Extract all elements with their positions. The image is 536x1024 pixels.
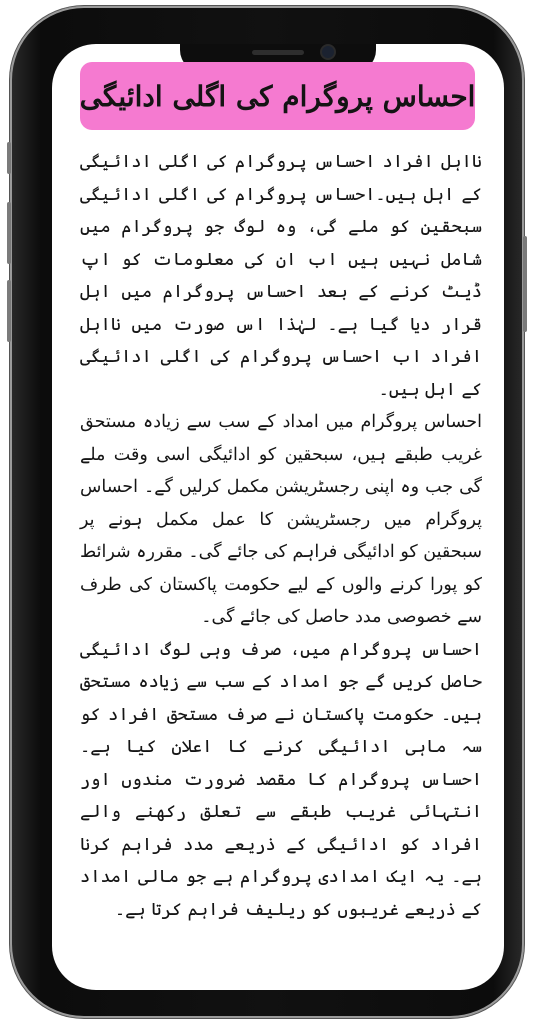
paragraph-3: احساس پروگرام میں، صرف وہی لوگ ادائیگی حاصل کریں گے جو امداد کے سب سے زیادہ مستحق ہیں۔ حکومت پاکستان نے صرف مستحق افراد کو سہ ماہی ادائیگی کرنے کا اعلان کیا ہے۔ احساس پروگرام کا مقصد ضرورت مندوں اور انتہائی غریب طبقے سے تعلق رکھنے والے افراد کو ادائیگی کے ذریعے مدد فراہم کرنا ہے۔ یہ ایک امدادی پروگرام ہے جو مالی امداد کے ذریعے غریبوں کو ریلیف فراہم کرتا ہے۔ [80,639,482,920]
phone-screen [52,44,504,990]
silent-switch [7,142,11,174]
title-banner [80,62,475,130]
paragraph-2: احساس پروگرام میں امداد کے سب سے زیادہ مستحق غریب طبقے ہیں، سبحقین کو ادائیگی اسی وقت ملے گی جب وہ اپنی رجسٹریشن مکمل کرلیں گے۔ احساس پروگرام میں رجسٹریشن کا عمل مکمل ہونے پر سبحقین کو ادائیگی فراہم کی جائے گی۔ مقررہ شرائط کو پورا کرنے والوں کے لیے حکومت پاکستان کی طرف سے خصوصی مدد حاصل کی جائے گی۔ [80,412,482,627]
volume-down-button [7,280,11,342]
paragraph-1: نااہل افراد احساس پروگرام کی اگلی ادائیگی کے اہل ہیں۔احساس پروگرام کی اگلی ادائیگی سبحقین کو ملے گی، وہ لوگ جو پروگرام میں شامل نہیں ہیں اب ان کی معلومات کو اپ ڈیٹ کرنے کے بعد احساس پروگرام میں اہل قرار دیا گیا ہے۔ لہٰذا اس صورت میں نااہل افراد اب احساس پروگرام کی اگلی ادائیگی کے اہل ہیں۔ [80,152,482,400]
article-body [80,146,482,926]
article-title: احساس پروگرام کی اگلی ادائیگی [79,79,476,113]
phone-frame [10,6,524,1018]
power-button [523,236,527,332]
front-camera-icon [322,46,334,58]
earpiece-speaker [252,50,304,55]
volume-up-button [7,202,11,264]
